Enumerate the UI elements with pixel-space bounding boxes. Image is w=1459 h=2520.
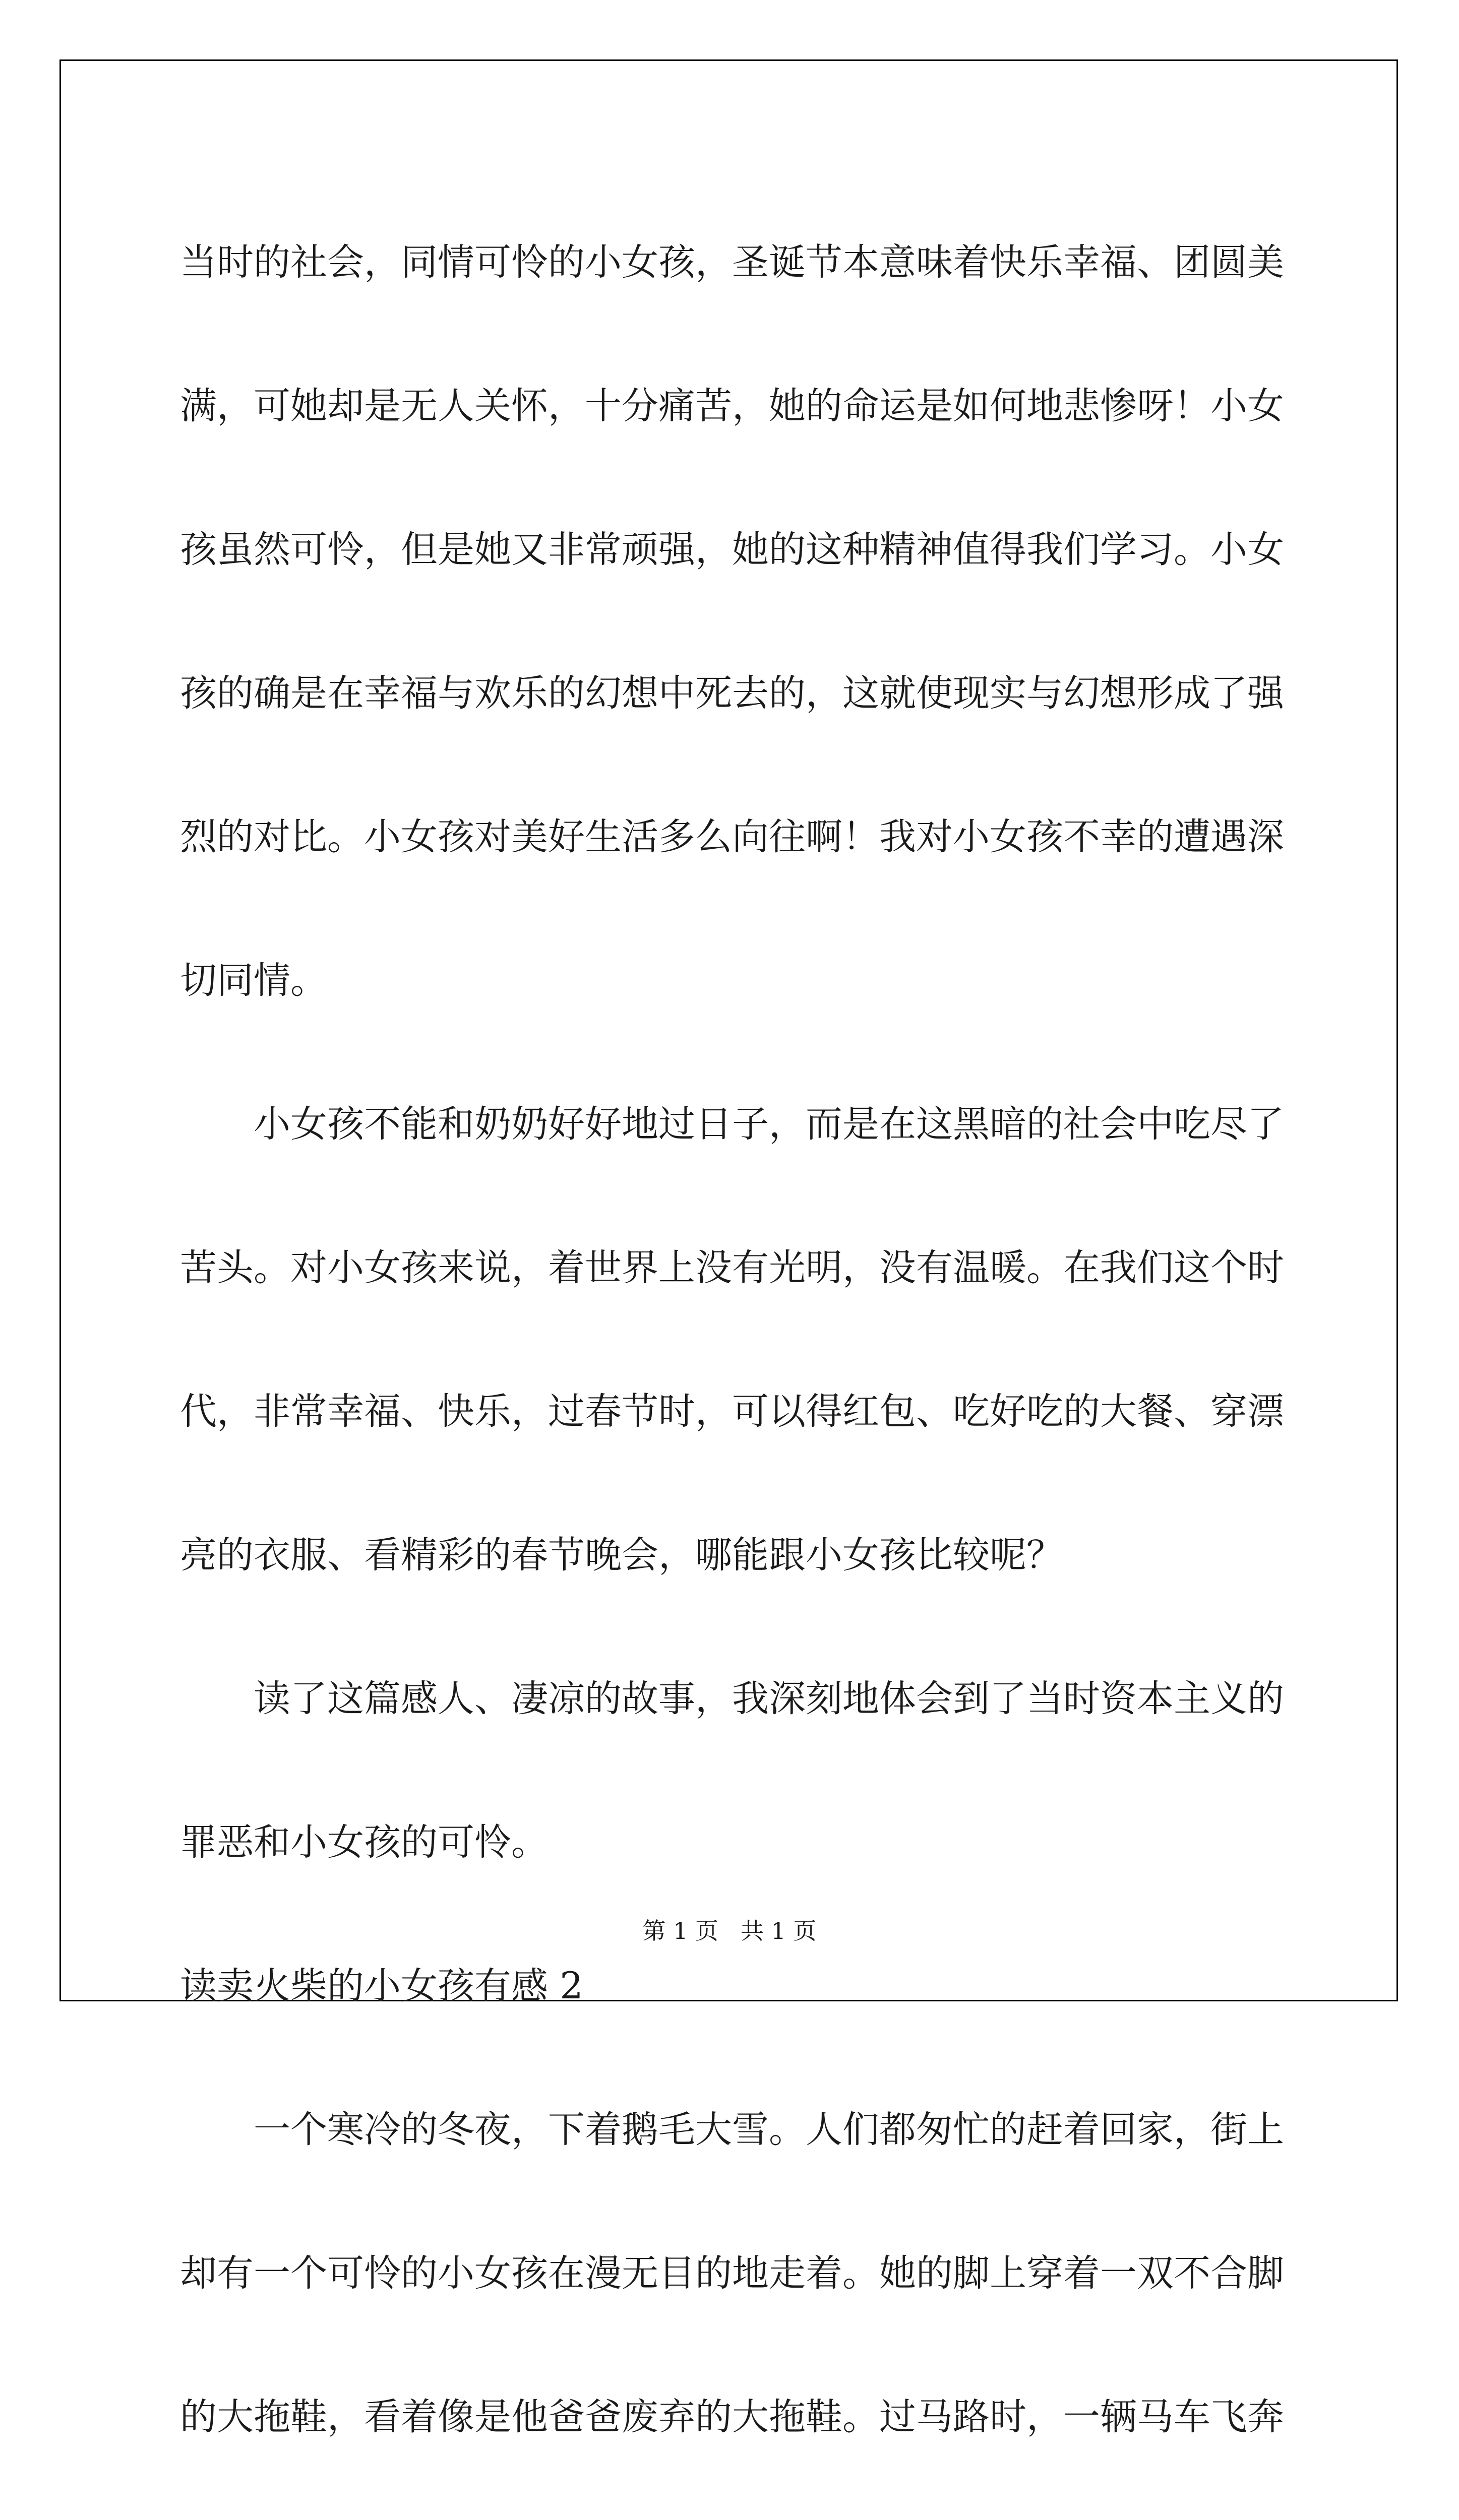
paragraph-3: 读了这篇感人、凄凉的故事，我深刻地体会到了当时资本主义的罪恶和小女孩的可怜。 — [180, 1677, 1284, 1864]
total-pages: 共 1 页 — [740, 1917, 817, 1944]
paragraph-2: 小女孩不能和奶奶好好地过日子，而是在这黑暗的社会中吃尽了苦头。对小女孩来说，着世界上没有光明，没有温暖。在我们这个时代，非常幸福、快乐，过春节时，可以得红包、吃好吃的大餐、穿漂亮的衣服、看精彩的春节晚会，哪能跟小女孩比较呢？ — [180, 1103, 1284, 1577]
page-footer — [0, 1913, 1459, 1946]
paragraph-1: 当时的社会，同情可怜的小女孩，圣诞节本意味着快乐幸福、团圆美满，可她却是无人关怀，十分痛苦，她的命运是如何地悲惨呀！小女孩虽然可怜，但是她又非常顽强，她的这种精神值得我们学习。小女孩的确是在幸福与欢乐的幻想中死去的，这就使现实与幻想形成了强烈的对比。小女孩对美好生活多么向往啊！我对小女孩不幸的遭遇深切同情。 — [180, 241, 1284, 1002]
page-number: 第 1 页 — [642, 1917, 719, 1944]
paragraph-4: 一个寒冷的冬夜，下着鹅毛大雪。人们都匆忙的赶着回家，街上却有一个可怜的小女孩在漫无目的地走着。她的脚上穿着一双不合脚的大拖鞋，看着像是他爸爸废弃的大拖鞋。过马路时，一辆马车飞奔 — [180, 2108, 1284, 2438]
section-heading: 读卖火柴的小女孩有感 2 — [180, 1965, 583, 2007]
document-body — [180, 191, 1284, 2520]
